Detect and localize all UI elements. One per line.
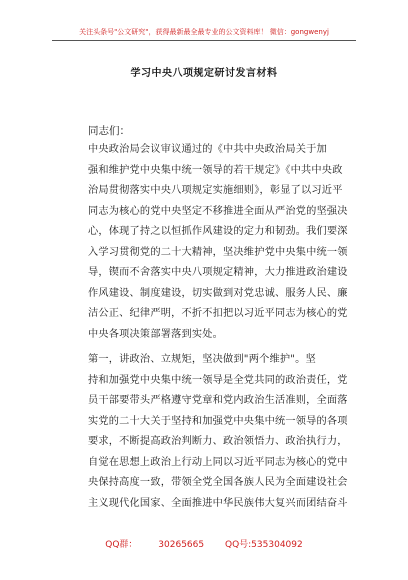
body-line: 强和维护党中央集中统一领导的若干规定》《中共中央政 bbox=[88, 164, 343, 176]
body-line: 央保持高度一致，带领全党全国各族人民为全面建设社会 bbox=[88, 477, 348, 488]
body-line: 同志为核心的党中央坚定不移推进全面从严治党的坚强决 bbox=[88, 205, 348, 217]
document-body bbox=[88, 140, 352, 514]
header-divider bbox=[52, 40, 356, 41]
salutation: 同志们： bbox=[88, 125, 130, 137]
document-title: 学习中央八项规定研讨发言材料 bbox=[130, 68, 278, 79]
body-line: 员干部要带头严格遵守党章和党内政治生活准则，全面落 bbox=[88, 395, 348, 406]
body-line: 持和加强党中央集中统一领导是全党共同的政治责任，党 bbox=[88, 374, 348, 386]
body-line: 洁公正、纪律严明，不折不扣把以习近平同志为核心的党 bbox=[88, 308, 348, 319]
body-line: 作风建设、制度建设，切实做到对党忠诚、服务人民、廉 bbox=[88, 287, 348, 299]
footer-qq-group: QQ群： 30265665 bbox=[105, 540, 205, 550]
body-line: 第一，讲政治、立规矩，坚决做到"两个维护"。坚 bbox=[88, 354, 316, 365]
body-line: 实党的二十大关于坚持和加强党中央集中统一领导的各项 bbox=[88, 415, 348, 427]
body-line: 入学习贯彻党的二十大精神，坚决维护党中央集中统一领 bbox=[88, 246, 348, 258]
body-line: 中央政治局会议审议通过的《中共中央政治局关于加 bbox=[88, 144, 327, 155]
footer-contact bbox=[0, 537, 408, 550]
body-line: 中央各项决策部署落到实处。 bbox=[88, 328, 224, 340]
body-line: 心，体现了持之以恒抓作风建设的定力和韧劲。我们要深 bbox=[88, 226, 348, 237]
footer-qq-number: QQ号:535304092 bbox=[224, 540, 303, 550]
header-note: 关注头条号"公文研究"，获得最新最全最专业的公文资料库！ 微信：gongwenyj bbox=[79, 28, 329, 36]
body-line: 主义现代化国家、全面推进中华民族伟大复兴而团结奋斗 bbox=[88, 497, 348, 509]
body-line: 自觉在思想上政治上行动上同以习近平同志为核心的党中 bbox=[88, 456, 348, 468]
body-line: 要求，不断提高政治判断力、政治领悟力、政治执行力， bbox=[88, 436, 348, 447]
body-line: 导，锲而不舍落实中央八项规定精神，大力推进政治建设 bbox=[88, 267, 348, 278]
body-line: 治局贯彻落实中央八项规定实施细则》，彰显了以习近平 bbox=[88, 185, 343, 196]
